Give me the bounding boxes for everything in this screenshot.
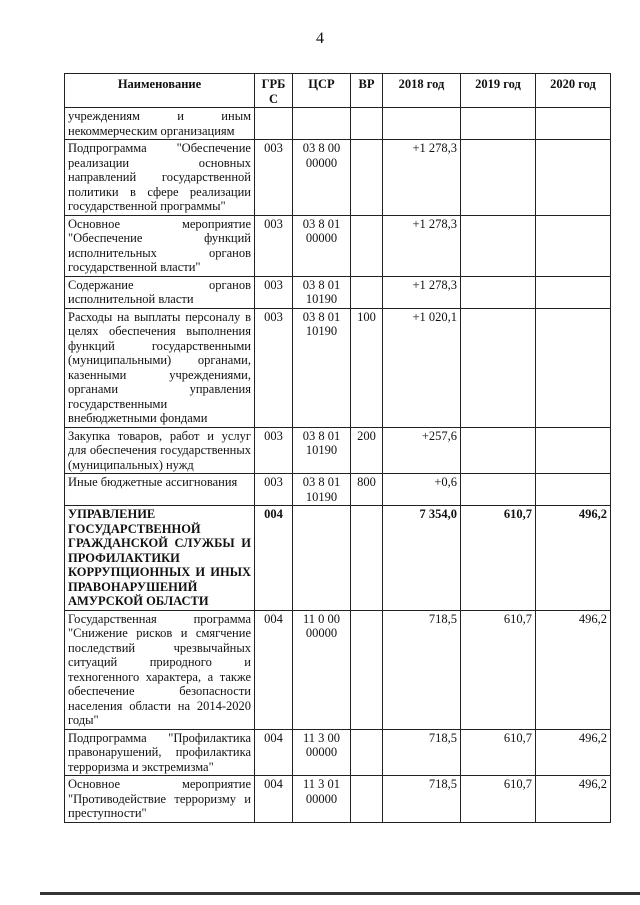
cell-2019: 610,7 <box>461 729 536 776</box>
table-row <box>65 140 611 216</box>
table-row <box>65 215 611 276</box>
table-row <box>65 108 611 140</box>
header-grbs: ГРБС <box>255 74 293 108</box>
cell-csr: 03 8 00 00000 <box>293 140 351 216</box>
cell-2019 <box>461 427 536 474</box>
cell-2018: 7 354,0 <box>383 506 461 611</box>
header-2018: 2018 год <box>383 74 461 108</box>
cell-2019 <box>461 108 536 140</box>
cell-2018: 718,5 <box>383 729 461 776</box>
cell-csr: 11 0 00 00000 <box>293 610 351 729</box>
cell-vr <box>351 776 383 823</box>
header-name: Наименование <box>65 74 255 108</box>
cell-2018: +0,6 <box>383 474 461 506</box>
scan-bottom-edge <box>40 892 640 895</box>
cell-csr: 03 8 01 10190 <box>293 427 351 474</box>
cell-name: Основное мероприятие "Обеспечение функций исполнительных органов государственной власти" <box>65 215 255 276</box>
cell-2020: 496,2 <box>536 610 611 729</box>
header-vr: ВР <box>351 74 383 108</box>
table-row <box>65 729 611 776</box>
cell-name: Государственная программа "Снижение рисков и смягчение последствий чрезвычайных ситуаций природного и техногенного характера, а также обеспечение безопасности населения области на 2014-2020 годы" <box>65 610 255 729</box>
cell-2018: +1 278,3 <box>383 276 461 308</box>
table-row <box>65 610 611 729</box>
cell-name: Расходы на выплаты персоналу в целях обеспечения выполнения функций государственными (муниципальными) органами, казенными учреждениями, органами управления государственными внебюджетными фондами <box>65 308 255 427</box>
cell-2020 <box>536 308 611 427</box>
cell-csr: 03 8 01 10190 <box>293 308 351 427</box>
header-csr: ЦСР <box>293 74 351 108</box>
cell-grbs: 003 <box>255 474 293 506</box>
cell-2018: +1 278,3 <box>383 140 461 216</box>
cell-grbs: 003 <box>255 308 293 427</box>
cell-name: Иные бюджетные ассигнования <box>65 474 255 506</box>
cell-grbs: 003 <box>255 215 293 276</box>
cell-csr: 03 8 01 10190 <box>293 474 351 506</box>
table-row <box>65 506 611 611</box>
cell-vr <box>351 506 383 611</box>
table-row <box>65 308 611 427</box>
cell-2018: 718,5 <box>383 610 461 729</box>
cell-2020: 496,2 <box>536 776 611 823</box>
cell-name: Подпрограмма "Профилактика правонарушений, профилактика терроризма и экстремизма" <box>65 729 255 776</box>
cell-2020 <box>536 427 611 474</box>
cell-2019: 610,7 <box>461 610 536 729</box>
header-2019: 2019 год <box>461 74 536 108</box>
cell-grbs: 004 <box>255 610 293 729</box>
cell-grbs: 003 <box>255 427 293 474</box>
cell-vr: 200 <box>351 427 383 474</box>
cell-2020: 496,2 <box>536 506 611 611</box>
cell-name: Основное мероприятие "Противодействие терроризму и преступности" <box>65 776 255 823</box>
cell-grbs: 003 <box>255 276 293 308</box>
table-row <box>65 776 611 823</box>
cell-2020 <box>536 140 611 216</box>
cell-2019 <box>461 276 536 308</box>
cell-vr <box>351 108 383 140</box>
budget-table <box>64 73 611 823</box>
cell-2020 <box>536 215 611 276</box>
cell-2020 <box>536 108 611 140</box>
cell-2020: 496,2 <box>536 729 611 776</box>
cell-2019 <box>461 215 536 276</box>
cell-2018 <box>383 108 461 140</box>
table-row <box>65 474 611 506</box>
cell-2019 <box>461 474 536 506</box>
cell-2018: +1 020,1 <box>383 308 461 427</box>
cell-csr <box>293 108 351 140</box>
cell-2020 <box>536 276 611 308</box>
cell-vr <box>351 276 383 308</box>
table-header-row <box>65 74 611 108</box>
cell-vr <box>351 215 383 276</box>
cell-name: Закупка товаров, работ и услуг для обеспечения государственных (муниципальных) нужд <box>65 427 255 474</box>
cell-vr <box>351 610 383 729</box>
table-row <box>65 276 611 308</box>
cell-2020 <box>536 474 611 506</box>
cell-grbs: 004 <box>255 776 293 823</box>
page-number: 4 <box>316 30 324 47</box>
cell-csr <box>293 506 351 611</box>
cell-csr: 11 3 00 00000 <box>293 729 351 776</box>
cell-grbs <box>255 108 293 140</box>
cell-2018: 718,5 <box>383 776 461 823</box>
cell-grbs: 004 <box>255 506 293 611</box>
cell-name: УПРАВЛЕНИЕ ГОСУДАРСТВЕННОЙ ГРАЖДАНСКОЙ СЛУЖБЫ И ПРОФИЛАКТИКИ КОРРУПЦИОННЫХ И ИНЫХ ПРАВОНАРУШЕНИЙ АМУРСКОЙ ОБЛАСТИ <box>65 506 255 611</box>
cell-name: учреждениям и иным некоммерческим организациям <box>65 108 255 140</box>
cell-csr: 03 8 01 00000 <box>293 215 351 276</box>
table-row <box>65 427 611 474</box>
cell-2019 <box>461 140 536 216</box>
cell-vr <box>351 140 383 216</box>
cell-csr: 03 8 01 10190 <box>293 276 351 308</box>
cell-grbs: 004 <box>255 729 293 776</box>
cell-grbs: 003 <box>255 140 293 216</box>
cell-vr: 100 <box>351 308 383 427</box>
cell-2019: 610,7 <box>461 506 536 611</box>
cell-2019: 610,7 <box>461 776 536 823</box>
header-2020: 2020 год <box>536 74 611 108</box>
cell-vr <box>351 729 383 776</box>
cell-2019 <box>461 308 536 427</box>
cell-vr: 800 <box>351 474 383 506</box>
cell-csr: 11 3 01 00000 <box>293 776 351 823</box>
table-body <box>65 108 611 823</box>
cell-2018: +1 278,3 <box>383 215 461 276</box>
cell-name: Подпрограмма "Обеспечение реализации основных направлений государственной политики в сфере реализации государственной программы" <box>65 140 255 216</box>
cell-2018: +257,6 <box>383 427 461 474</box>
cell-name: Содержание органов исполнительной власти <box>65 276 255 308</box>
